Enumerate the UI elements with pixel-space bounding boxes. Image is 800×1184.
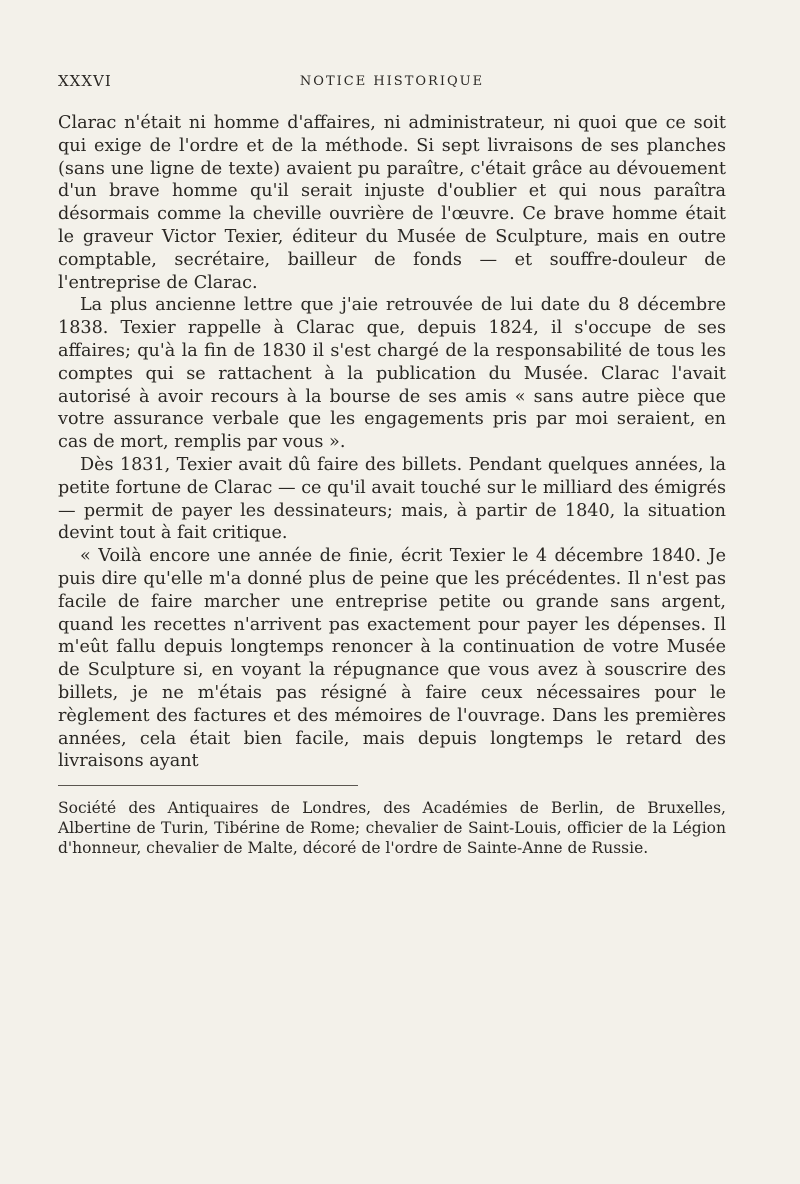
main-text	[58, 112, 726, 773]
page-number: XXXVI	[58, 72, 112, 90]
page	[58, 72, 726, 858]
footnote	[58, 798, 726, 858]
paragraph: Clarac n'était ni homme d'affaires, ni administrateur, ni quoi que ce soit qui exige de l'ordre et de la méthode. Si sept livraisons de ses planches (sans une ligne de texte) avaient pu paraître, c'était grâce au dévouement d'un brave homme qu'il serait injuste d'oublier et qui nous paraîtra désormais comme la cheville ouvrière de l'œuvre. Ce brave homme était le graveur Victor Texier, éditeur du Musée de Sculpture, mais en outre comptable, secrétaire, bailleur de fonds — et souffre-douleur de l'entreprise de Clarac.	[58, 113, 726, 293]
paragraph: Dès 1831, Texier avait dû faire des billets. Pendant quelques années, la petite fortune de Clarac — ce qu'il avait touché sur le milliard des émigrés — permit de payer les dessinateurs; mais, à partir de 1840, la situation devint tout à fait critique.	[58, 454, 726, 544]
paragraph: « Voilà encore une année de finie, écrit Texier le 4 décembre 1840. Je puis dire qu'elle m'a donné plus de peine que les précédentes. Il n'est pas facile de faire marcher une entreprise petite ou grande sans argent, quand les recettes n'arrivent pas exactement pour payer les dépenses. Il m'eût fallu depuis longtemps renoncer à la continuation de votre Musée de Sculpture si, en voyant la répugnance que vous avez à souscrire des billets, je ne m'étais pas résigné à faire ceux nécessaires pour le règlement des factures et des mémoires de l'ouvrage. Dans les premières années, cela était bien facile, mais depuis longtemps le retard des livraisons ayant	[58, 546, 726, 772]
footnote-divider	[58, 785, 358, 786]
running-head: NOTICE HISTORIQUE	[299, 74, 485, 89]
footnote-text: Société des Antiquaires de Londres, des Académies de Berlin, de Bruxelles, Albertine de Turin, Tibérine de Rome; chevalier de Saint-Louis, officier de la Légion d'honneur, chevalier de Malte, décoré de l'ordre de Sainte-Anne de Russie.	[58, 799, 726, 858]
paragraph: La plus ancienne lettre que j'aie retrouvée de lui date du 8 décembre 1838. Texier rappelle à Clarac que, depuis 1824, il s'occupe de ses affaires; qu'à la fin de 1830 il s'est chargé de la responsabilité de tous les comptes qui se rattachent à la publication du Musée. Clarac l'avait autorisé à avoir recours à la bourse de ses amis « sans autre pièce que votre assurance verbale que les engagements pris par moi seraient, en cas de mort, remplis par vous ».	[58, 295, 726, 453]
page-header	[58, 72, 726, 112]
